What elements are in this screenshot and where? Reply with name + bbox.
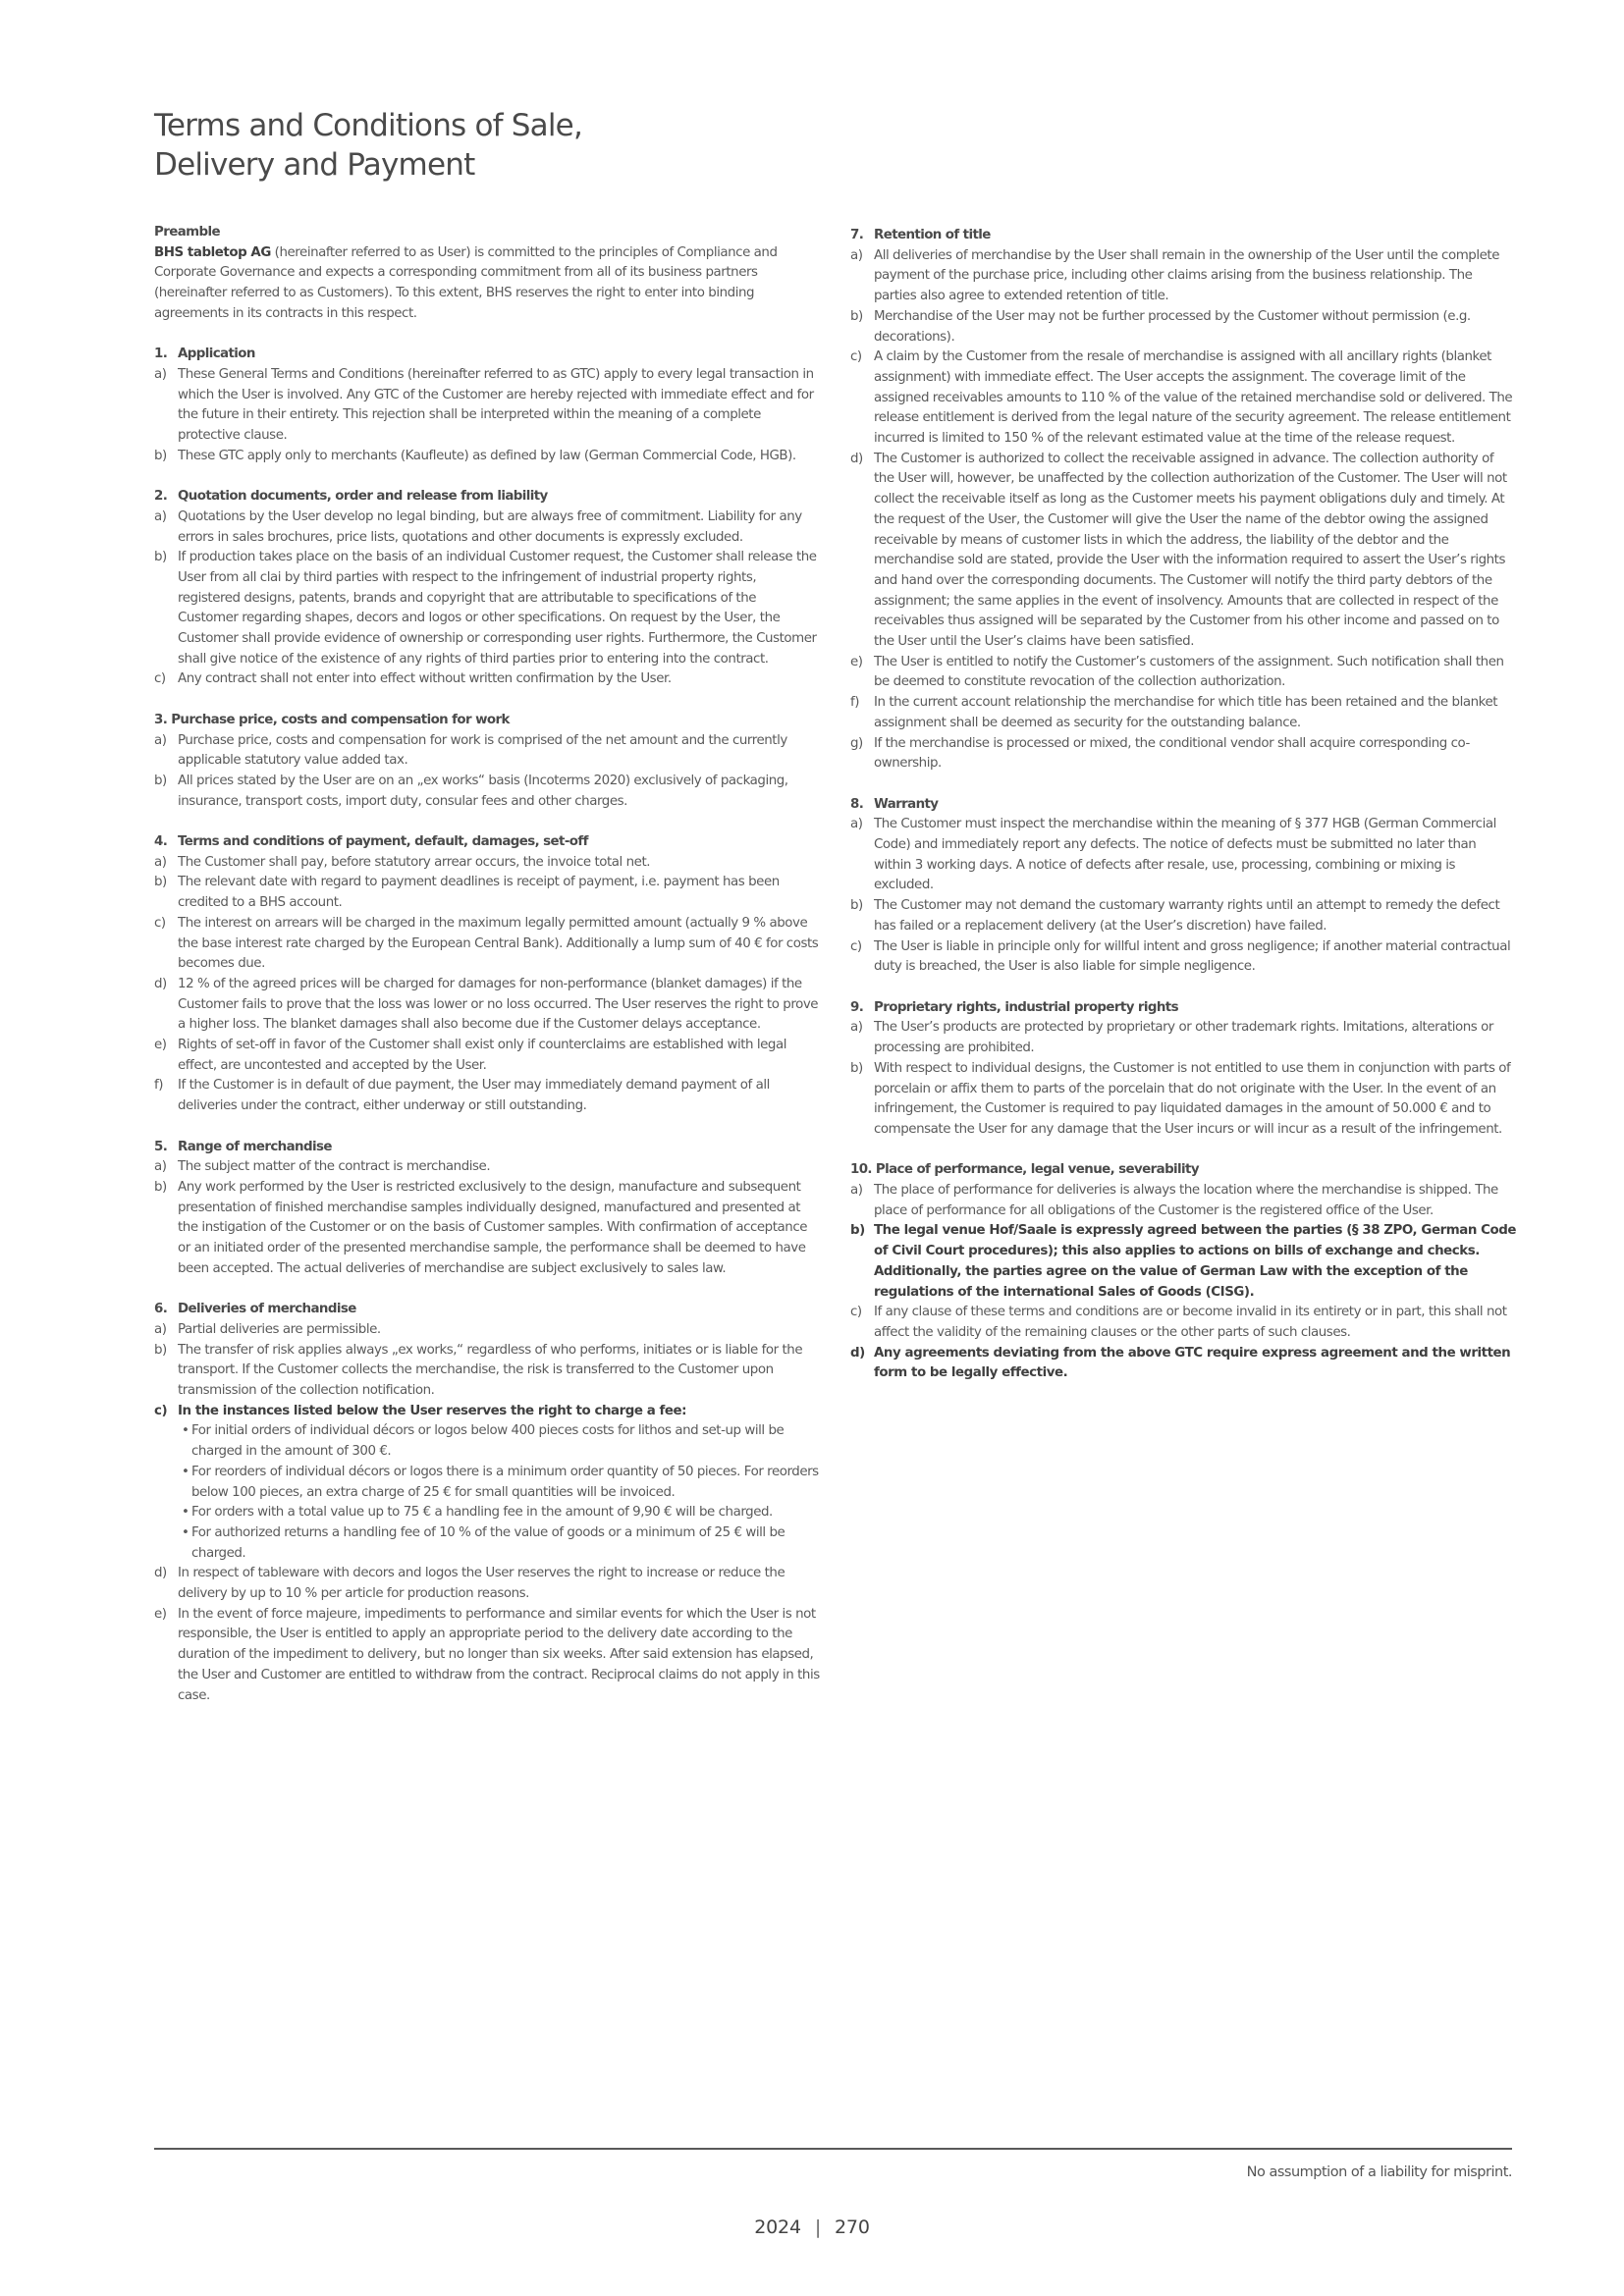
section-range-of-merchandise <box>154 1138 820 1280</box>
clause-mark: a) <box>154 1159 167 1175</box>
section-heading <box>154 487 820 507</box>
clause-text: The Customer must inspect the merchandise within the meaning of § 377 HGB (German Commercial Code) and immediately report any defects. The notice of defects must be submitted no later than within 3 working days. A notice of defects after resale, use, processing, combining or mixing is excluded. <box>874 817 1496 893</box>
clause-text: The transfer of risk applies always „ex works,“ regardless of who performs, initiates or is liable for the transport. If the Customer collects the merchandise, the risk is transferred to the Customer upon transmission of the collection notification. <box>178 1342 803 1398</box>
clause-text: The interest on arrears will be charged in the maximum legally permitted amount (actually 9 % above the base interest rate charged by the European Central Bank). Additionally a lump sum of 40 € for costs becomes due. <box>178 915 819 972</box>
clause <box>154 853 820 874</box>
clause <box>850 693 1516 733</box>
clause <box>850 734 1516 774</box>
clause <box>850 937 1516 978</box>
clause-mark: c) <box>154 1403 168 1418</box>
section-title: Terms and conditions of payment, default, damages, set-off <box>178 834 588 850</box>
clause-text: These GTC apply only to merchants (Kaufleute) as defined by law (German Commercial Code, HGB). <box>178 448 796 463</box>
fee-list-item <box>178 1421 820 1462</box>
clause <box>850 1059 1516 1141</box>
clause-text: If the merchandise is processed or mixed, the conditional vendor shall acquire corresponding co-ownership. <box>874 735 1470 772</box>
clause-mark: b) <box>850 308 863 324</box>
clause-text: The legal venue Hof/Saale is expressly agreed between the parties (§ 38 ZPO, German Code of Civil Court procedures); this also applies to actions on bills of exchange and checks. Additionally, the parties agree on the value of German Law with the exception of the regulations of the international Sales of Goods (CISG). <box>874 1223 1517 1300</box>
misprint-disclaimer: No assumption of a liability for misprint. <box>1246 2164 1512 2180</box>
bullet-text: For initial orders of individual décors or logos below 400 pieces costs for lithos and set-up will be charged in the amount of 300 €. <box>191 1423 785 1460</box>
fee-list-item <box>178 1523 820 1564</box>
clause <box>154 1320 820 1341</box>
clause <box>154 1076 820 1116</box>
section-number: 9. <box>850 999 864 1015</box>
clause-text: Partial deliveries are permissible. <box>178 1321 381 1337</box>
section-number: 2. <box>154 489 168 505</box>
page-title <box>154 106 841 185</box>
clause-text: The Customer may not demand the customary warranty rights until an attempt to remedy the defect has failed or a replacement delivery (at the User’s discretion) have failed. <box>874 898 1500 934</box>
clause-text: In respect of tableware with decors and logos the User reserves the right to increase or reduce the delivery by up to 10 % per article for production reasons. <box>178 1566 785 1602</box>
footer-divider <box>154 2148 1512 2150</box>
clause-text: In the current account relationship the merchandise for which title has been retained and the blanket assignment shall be deemed as security for the outstanding balance. <box>874 695 1498 730</box>
clause-mark: d) <box>154 1566 167 1581</box>
clause-mark: e) <box>154 1606 167 1622</box>
clause <box>154 873 820 913</box>
clause <box>154 1341 820 1402</box>
clause-text: If any clause of these terms and conditions are or become invalid in its entirety or in part, this shall not affect the validity of the remaining clauses or the other parts of such clauses. <box>874 1305 1507 1340</box>
clause <box>154 914 820 975</box>
clause-mark: c) <box>850 938 862 954</box>
clause <box>850 450 1516 653</box>
clause <box>850 307 1516 347</box>
section-application <box>154 345 820 466</box>
clause-mark: b) <box>154 550 167 565</box>
clause-text: Purchase price, costs and compensation for work is comprised of the net amount and the currently applicable statutory value added tax. <box>178 732 787 769</box>
page-number <box>0 2216 1624 2238</box>
clause-text: Any agreements deviating from the above GTC require express agreement and the written form to be legally effective. <box>874 1345 1511 1381</box>
clause-text: With respect to individual designs, the Customer is not entitled to use them in conjunction with parts of porcelain or affix them to parts of the porcelain that do not originate with the User. In the event of an infringement, the Customer is required to pay liquidated damages in the amount of 50.000 € and to compensate the User for any damage that the User incurs or will incur as a result of the infringement. <box>874 1060 1511 1137</box>
section-number: 6. <box>154 1302 168 1317</box>
section-deliveries <box>154 1300 820 1706</box>
preamble-heading: Preamble <box>154 225 220 240</box>
section-title: Application <box>178 347 255 362</box>
section-number: 7. <box>850 228 864 242</box>
clause <box>154 1402 820 1565</box>
section-proprietary-rights <box>850 998 1516 1141</box>
clause-mark: e) <box>850 654 863 669</box>
clause-mark: d) <box>154 976 167 991</box>
fee-list-item <box>178 1503 820 1523</box>
clause-mark: b) <box>154 448 167 463</box>
clause <box>850 1181 1516 1221</box>
clause-mark: a) <box>850 1020 863 1036</box>
clause-mark: a) <box>850 817 863 832</box>
clause <box>154 731 820 772</box>
section-number: 10. <box>850 1162 872 1178</box>
bullet-icon: • <box>182 1505 189 1521</box>
clause-mark: f) <box>850 695 860 711</box>
fee-list <box>178 1421 820 1564</box>
clause <box>154 669 820 690</box>
section-heading <box>850 226 1516 246</box>
clause-text: The Customer is authorized to collect the receivable assigned in advance. The collection authority of the User will, however, be unaffected by the collection authorization of the Customer. The User will not collect the receivable itself as long as the Customer meets his payment obligations duly and timely. At the request of the User, the Customer will give the User the name of the debtor owing the assigned receivable by means of customer lists in which the address, the liability of the debtor and the merchandise sold are stated, provide the User with the information required to assert the User’s rights and hand over the corresponding documents. The Customer will notify the third party debtors of the assignment; the same applies in the event of insolvency. Amounts that are collected in respect of the receivables thus assigned will be separated by the Customer from his other income and passed on to the User until the User’s claims have been satisfied. <box>874 451 1507 650</box>
clause <box>850 815 1516 896</box>
clause-mark: b) <box>154 1342 167 1358</box>
clause-mark: d) <box>850 1345 865 1361</box>
clause-text: If production takes place on the basis of an individual Customer request, the Customer shall release the User from all clai by third parties with respect to the infringement of industrial property rights, registered designs, patents, brands and copyright that are attributable to specifications of the Customer regarding shapes, decors and logos or other specifications. On request by the User, the Customer shall provide evidence of ownership or corresponding user rights. Furthermore, the Customer shall give notice of the existence of any rights of third parties prior to entering into the contract. <box>178 550 817 667</box>
section-title: Deliveries of merchandise <box>178 1302 356 1317</box>
preamble-text <box>154 243 820 325</box>
clause <box>850 653 1516 693</box>
right-column <box>850 226 1516 1405</box>
bullet-icon: • <box>182 1464 189 1479</box>
section-number: 5. <box>154 1139 168 1154</box>
clause-text: The Customer shall pay, before statutory arrear occurs, the invoice total net. <box>178 854 651 870</box>
clause-mark: a) <box>850 1183 863 1198</box>
clause-text: All deliveries of merchandise by the User shall remain in the ownership of the User until the complete payment of the purchase price, including other claims arising from the business relationship. The parties also agree to extended retention of title. <box>874 247 1499 304</box>
section-title: Range of merchandise <box>178 1139 332 1154</box>
clause-mark: c) <box>850 1305 862 1320</box>
fee-list-item <box>178 1463 820 1503</box>
bullet-text: For reorders of individual décors or logos there is a minimum order quantity of 50 pieces. For reorders below 100 pieces, an extra charge of 25 € for small quantities will be invoiced. <box>191 1464 819 1500</box>
clause-text: The User’s products are protected by proprietary or other trademark rights. Imitations, alterations or processing are prohibited. <box>874 1020 1493 1056</box>
clause-text: In the instances listed below the User reserves the right to charge a fee: <box>178 1403 687 1418</box>
left-column <box>154 223 820 1727</box>
page-title-line-1: Terms and Conditions of Sale, <box>154 108 583 143</box>
clause-mark: d) <box>850 451 863 466</box>
clause-text: A claim by the Customer from the resale of merchandise is assigned with all ancillary rights (blanket assignment) with immediate effect. The User accepts the assignment. The coverage limit of the assigned receivables amounts to 110 % of the value of the retained merchandise sold or delivered. The release entitlement is derived from the legal nature of the security agreement. The release entitlement incurred is limited to 150 % of the relevant estimated value at the time of the release request. <box>874 349 1513 447</box>
clause <box>850 1018 1516 1058</box>
section-number: 4. <box>154 834 168 850</box>
page-count: 270 <box>835 2216 870 2238</box>
section-number: 8. <box>850 796 864 812</box>
clause-text: Merchandise of the User may not be further processed by the Customer without permission (e.g. decorations). <box>874 308 1471 345</box>
section-title: Proprietary rights, industrial property rights <box>874 999 1178 1015</box>
clause <box>154 975 820 1036</box>
clause <box>850 896 1516 936</box>
bullet-icon: • <box>182 1423 189 1439</box>
clause-text: Rights of set-off in favor of the Customer shall exist only if counterclaims are established with legal effect, are uncontested and accepted by the User. <box>178 1038 787 1073</box>
clause <box>850 1221 1516 1303</box>
section-title: Purchase price, costs and compensation for work <box>171 712 510 727</box>
section-place-of-performance <box>850 1160 1516 1384</box>
clause <box>850 246 1516 307</box>
clause-text: All prices stated by the User are on an „ex works“ basis (Incoterms 2020) exclusively of packaging, insurance, transport costs, import duty, consular fees and other charges. <box>178 773 788 809</box>
clause <box>154 1564 820 1604</box>
preamble-company-name: BHS tabletop AG <box>154 244 271 260</box>
clause-text: The User is entitled to notify the Customer’s customers of the assignment. Such notification shall then be deemed to constitute revocation of the collection authorization. <box>874 654 1504 690</box>
section-title: Place of performance, legal venue, severability <box>875 1162 1199 1178</box>
clause <box>154 1605 820 1707</box>
section-payment-terms <box>154 832 820 1117</box>
clause-mark: a) <box>154 508 167 524</box>
clause-text: The subject matter of the contract is merchandise. <box>178 1159 491 1175</box>
section-heading <box>154 832 820 853</box>
section-title: Warranty <box>874 796 939 812</box>
clause-mark: e) <box>154 1038 167 1053</box>
clause-mark: b) <box>154 773 167 788</box>
clause <box>154 772 820 812</box>
section-number: 1. <box>154 347 168 362</box>
section-title: Quotation documents, order and release from liability <box>178 489 548 505</box>
clause-text: 12 % of the agreed prices will be charged for damages for non-performance (blanket damages) if the Customer fails to prove that the loss was lower or no loss occurred. The User reserves the right to prove a higher loss. The blanket damages shall also become due if the Customer delays acceptance. <box>178 976 819 1033</box>
clause-text: The place of performance for deliveries is always the location where the merchandise is shipped. The place of performance for all obligations of the Customer is the registered office of the User. <box>874 1183 1498 1218</box>
clause-mark: c) <box>154 671 166 687</box>
clause <box>850 347 1516 450</box>
clause-mark: c) <box>154 915 166 931</box>
clause <box>850 1344 1516 1384</box>
catalog-year: 2024 <box>754 2216 801 2238</box>
clause-mark: b) <box>850 1223 865 1239</box>
clause-text: Quotations by the User develop no legal binding, but are always free of commitment. Liability for any errors in sales brochures, price lists, quotations and other documents is expressly excluded. <box>178 508 802 545</box>
section-heading <box>850 998 1516 1019</box>
clause-mark: f) <box>154 1078 164 1094</box>
section-heading <box>154 711 820 731</box>
preamble-body: (hereinafter referred to as User) is committed to the principles of Compliance and Corporate Governance and expects a corresponding commitment from all of its business partners (hereinafter referred to as Customers). To this extent, BHS reserves the right to enter into binding agreements in its contracts in this respect. <box>154 244 778 321</box>
section-purchase-price <box>154 711 820 813</box>
clause-mark: a) <box>154 854 167 870</box>
clause-text: These General Terms and Conditions (hereinafter referred to as GTC) apply to every legal transaction in which the User is involved. Any GTC of the Customer are hereby rejected with immediate effect and for the future in their entirety. This rejection shall be interpreted within the meaning of a complete protective clause. <box>178 366 814 444</box>
clause <box>154 1157 820 1178</box>
bullet-text: For orders with a total value up to 75 € a handling fee in the amount of 9,90 € will be charged. <box>191 1505 773 1521</box>
preamble-section <box>154 223 820 325</box>
section-heading <box>154 1300 820 1320</box>
clause <box>850 1303 1516 1343</box>
section-retention-of-title <box>850 226 1516 774</box>
section-warranty <box>850 795 1516 978</box>
clause <box>154 365 820 447</box>
clause-mark: b) <box>850 898 863 914</box>
section-heading <box>850 1160 1516 1181</box>
section-quotation-documents <box>154 487 820 690</box>
clause-text: If the Customer is in default of due payment, the User may immediately demand payment of all deliveries under the contract, either underway or still outstanding. <box>178 1078 770 1114</box>
clause-text: In the event of force majeure, impediments to performance and similar events for which the User is not responsible, the User is entitled to apply an appropriate period to the delivery date according to the duration of the impediment to delivery, but no longer than six weeks. After said extension has elapsed, the User and Customer are entitled to withdraw from the contract. Reciprocal claims do not apply in this case. <box>178 1606 820 1703</box>
clause-text: Any work performed by the User is restricted exclusively to the design, manufacture and subsequent presentation of finished merchandise samples individually designed, manufactured and presented at the instigation of the Customer or on the basis of Customer samples. With confirmation of acceptance or an initiated order of the presented merchandise sample, the performance shall be deemed to have been accepted. The actual deliveries of merchandise are subject exclusively to sales law. <box>178 1179 808 1276</box>
page-title-line-2: Delivery and Payment <box>154 147 475 183</box>
clause-text: The User is liable in principle only for willful intent and gross negligence; if another material contractual duty is breached, the User is also liable for simple negligence. <box>874 938 1511 975</box>
clause-mark: b) <box>154 875 167 890</box>
section-number: 3. <box>154 712 168 727</box>
clause-mark: b) <box>850 1060 863 1076</box>
clause-text: The relevant date with regard to payment deadlines is receipt of payment, i.e. payment has been credited to a BHS account. <box>178 875 780 911</box>
section-title: Retention of title <box>874 228 991 242</box>
clause-mark: a) <box>850 247 863 263</box>
clause-mark: c) <box>850 349 862 365</box>
section-heading <box>154 345 820 365</box>
section-heading <box>850 795 1516 816</box>
bullet-text: For authorized returns a handling fee of 10 % of the value of goods or a minimum of 25 € will be charged. <box>191 1524 785 1561</box>
section-heading <box>154 1138 820 1158</box>
clause-mark: a) <box>154 732 167 748</box>
clause <box>154 1178 820 1280</box>
clause <box>154 548 820 669</box>
page-separator: | <box>814 2216 822 2238</box>
clause-mark: a) <box>154 366 167 382</box>
clause <box>154 447 820 467</box>
clause <box>154 507 820 548</box>
clause-mark: b) <box>154 1179 167 1195</box>
clause <box>154 1036 820 1076</box>
bullet-icon: • <box>182 1524 189 1540</box>
clause-mark: a) <box>154 1321 167 1337</box>
clause-text: Any contract shall not enter into effect without written confirmation by the User. <box>178 671 672 687</box>
clause-mark: g) <box>850 735 863 751</box>
